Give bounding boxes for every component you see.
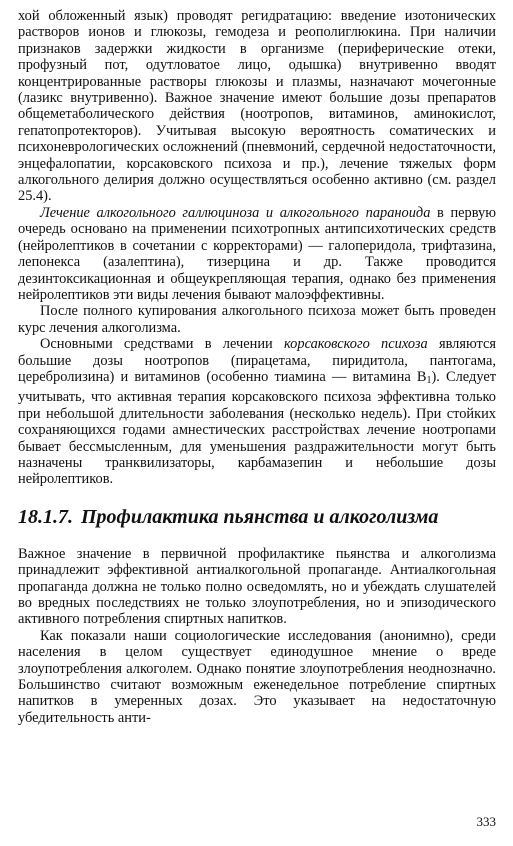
italic-text: корсаковского психоза bbox=[284, 336, 428, 353]
text-run: в первую очередь основано на применении психотропных антипсихотических средств (нейролептиков в сочетании с корректорами) — галоперидола, трифтазина, лепонекса (азалептина), тизерцина и др. Также проводится дезинтоксикационная и общеукрепляющая терапия, однако без применения нейролептиков эти виды лечения бывают малоэффективны. bbox=[18, 204, 496, 303]
page-number: 333 bbox=[476, 814, 496, 829]
paragraph bbox=[18, 628, 496, 726]
book-page bbox=[18, 8, 496, 838]
paragraph bbox=[18, 303, 496, 336]
paragraph bbox=[18, 205, 496, 303]
paragraph bbox=[18, 336, 496, 488]
text-run: После полного купирования алкогольного психоза может быть проведен курс лечения алкоголизма. bbox=[18, 303, 496, 336]
text-run: Как показали наши социологические исследования (анонимно), среди населения в целом существует единодушное мнение о вреде злоупотребления алкоголем. Однако понятие злоупотребления неоднозначно. Большинство считают возможным еженедельное потребление спиртных напитков в умеренных дозах. Это указывает на недостаточную убедительность анти- bbox=[18, 627, 496, 726]
italic-text: Лечение алкогольного галлюциноза и алкогольного параноида bbox=[40, 204, 431, 221]
paragraph bbox=[18, 546, 496, 628]
body-text-bottom bbox=[18, 546, 496, 726]
section-title: Профилактика пьянства и алкоголизма bbox=[81, 505, 439, 528]
section-number: 18.1.7. bbox=[18, 505, 73, 528]
paragraph bbox=[18, 8, 496, 205]
body-text-top bbox=[18, 8, 496, 488]
text-run: Основными средствами в лечении bbox=[40, 336, 284, 353]
text-run: Важное значение в первичной профилактике пьянства и алкоголизма принадлежит эффективной антиалкогольной пропаганде. Антиалкогольная пропаганда должна не только полно осведомлять, но и убеждать слушателей во вредных последствиях не только злоупотребления, но и эпизодического активного потребления спиртных напитков. bbox=[18, 545, 496, 628]
text-run: являются большие дозы ноотропов (пирацетама, пиридитола, пантогама, церебролизина) и витаминов (особенно тиамина — витамина B bbox=[18, 336, 497, 385]
text-run: ). Следует учитывать, что активная терапия корсаковского психоза эффективна только при небольшой длительности заболевания (несколько недель). При стойких сохраняющихся годами амнестических расстройствах лечение ноотропами бывает бессмысленным, для уменьшения раздражительности могут быть назначены транквилизаторы, карбамазепин и небольшие дозы нейролептиков. bbox=[18, 368, 497, 488]
text-run: хой обложенный язык) проводят регидратацию: введение изотонических растворов ионов и глюкозы, гемодеза и реополиглюкина. При наличии признаков задержки жидкости в организме (периферические отеки, профузный пот, одутловатое лицо, одышка) внутривенно вводят концентрированные растворы глюкозы и плазмы, назначают мочегонные (лазикс внутривенно). Важное значение имеют большие дозы препаратов общеметаболического действия (ноотропов, витаминов, аминокислот, гепатопротекторов). Учитывая высокую вероятность соматических и психоневрологических осложнений (пневмоний, сердечной недостаточности, энцефалопатии, корсаковского психоза и пр.), лечение тяжелых форм алкогольного делирия должно осуществляться особенно активно (см. раздел 25.4). bbox=[18, 8, 496, 205]
text-run: 1 bbox=[426, 374, 432, 386]
section-heading bbox=[18, 506, 496, 528]
